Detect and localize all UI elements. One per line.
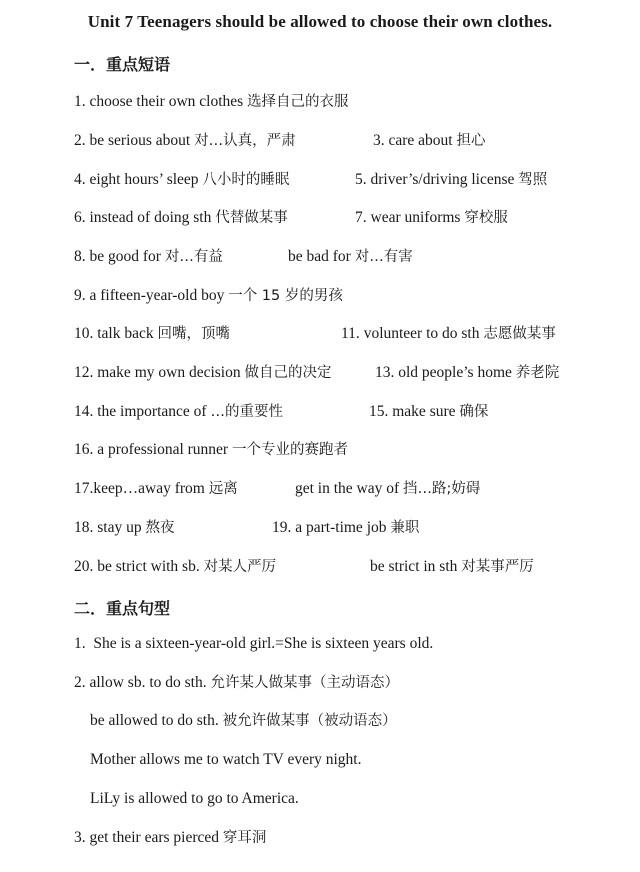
phrase-item-14: 14. the importance of …的重要性 bbox=[74, 403, 283, 420]
phrase-item-4: 4. eight hours’ sleep 八小时的睡眠 bbox=[74, 171, 290, 188]
phrase-item-16: 16. a professional runner 一个专业的赛跑者 bbox=[74, 441, 348, 458]
phrase-item-19: 19. a part-time job 兼职 bbox=[272, 519, 420, 536]
phrase-item-13: 13. old people’s home 养老院 bbox=[375, 364, 560, 381]
section-heading-sentences: 二．重点句型 bbox=[74, 599, 171, 618]
phrase-item-15: 15. make sure 确保 bbox=[369, 403, 489, 420]
sentence-item-2b: be allowed to do sth. 被允许做某事（被动语态） bbox=[90, 712, 397, 729]
phrase-item-8: 8. be good for 对…有益 bbox=[74, 248, 223, 265]
phrase-item-5: 5. driver’s/driving license 驾照 bbox=[355, 171, 548, 188]
sentence-item-2: 2. allow sb. to do sth. 允许某人做某事（主动语态） bbox=[74, 674, 399, 691]
phrase-item-10: 10. talk back 回嘴，顶嘴 bbox=[74, 325, 231, 342]
sentence-example-1: Mother allows me to watch TV every night. bbox=[90, 751, 362, 768]
phrase-item-7: 7. wear uniforms 穿校服 bbox=[355, 209, 508, 226]
section-heading-phrases: 一．重点短语 bbox=[74, 55, 171, 74]
sentence-item-1: 1. She is a sixteen-year-old girl.=She is sixteen years old. bbox=[74, 635, 434, 652]
phrase-item-2: 2. be serious about 对…认真，严肃 bbox=[74, 132, 296, 149]
document-title: Unit 7 Teenagers should be allowed to choose their own clothes. bbox=[87, 12, 553, 31]
phrase-item-17: 17.keep…away from 远离 bbox=[74, 480, 238, 497]
sentence-example-2: LiLy is allowed to go to America. bbox=[90, 790, 299, 807]
phrase-item-8b: be bad for 对…有害 bbox=[288, 248, 413, 265]
phrase-item-3: 3. care about 担心 bbox=[373, 132, 486, 149]
phrase-item-18: 18. stay up 熬夜 bbox=[74, 519, 175, 536]
phrase-item-12: 12. make my own decision 做自己的决定 bbox=[74, 364, 332, 381]
phrase-item-17b: get in the way of 挡…路;妨碍 bbox=[295, 480, 481, 497]
phrase-item-6: 6. instead of doing sth 代替做某事 bbox=[74, 209, 288, 226]
phrase-item-20b: be strict in sth 对某事严厉 bbox=[370, 558, 534, 575]
phrase-item-1: 1. choose their own clothes 选择自己的衣服 bbox=[74, 93, 349, 110]
phrase-item-20: 20. be strict with sb. 对某人严厉 bbox=[74, 558, 277, 575]
phrase-item-9: 9. a fifteen-year-old boy 一个 15 岁的男孩 bbox=[74, 287, 343, 304]
sentence-item-3: 3. get their ears pierced 穿耳洞 bbox=[74, 829, 267, 846]
phrase-item-11: 11. volunteer to do sth 志愿做某事 bbox=[341, 325, 556, 342]
